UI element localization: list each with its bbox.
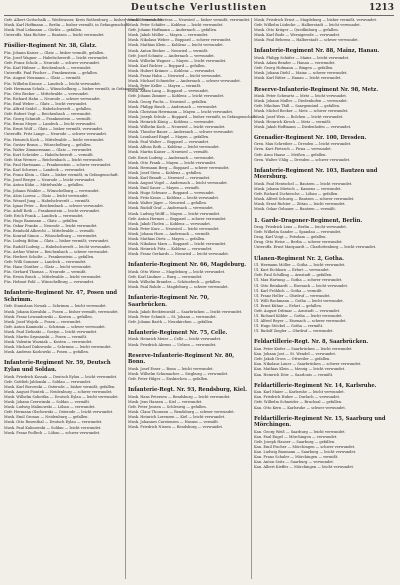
regiment-heading: Feldartillerie-Regiment Nr. 14, Karlsruhe. <box>254 382 377 389</box>
casualty-entry: Gren. Max Schreiber — Dresden — leicht verwundet. <box>254 142 352 147</box>
casualty-entry: Musk. Martin Szymanski — Posen — vermißt. <box>4 335 88 340</box>
casualty-entry: Musk. Heinrich Meier — Celle — leicht verwundet. <box>128 337 222 342</box>
casualty-entry: Musk. Heinrich König — Koblenz — verwundet. <box>128 119 215 124</box>
regiment-section <box>4 43 146 285</box>
casualty-entry: Füs. Walter Zimmermann — Glatz — verwundet. <box>4 147 93 152</box>
casualty-entry: Musk. Karl Brandt — Neuwied — verwundet. <box>128 175 211 180</box>
column-divider <box>251 18 252 579</box>
casualty-entry: Musk. Johann Czerwinski — Soldau — vermißt. <box>4 400 91 405</box>
casualty-entry: Musk. Wilhelm Koch — Neuwied — leicht verwundet. <box>128 124 226 129</box>
casualty-entry: Musk. Hans Petersen — Rendsburg — leicht verwundet. <box>128 394 231 399</box>
casualty-entry: Musk. Peter Schäfer — Koblenz — leicht verwundet. <box>128 23 224 28</box>
casualty-entry: Gefr. Johann Zimmer — Koblenz — leicht verwundet. <box>128 94 225 99</box>
casualty-entry: Füs. Gerhard Thomas — Neurode — vermißt. <box>4 270 87 274</box>
casualty-entry: Füs. Rudolf Ludwig — Habelschwerdt — leicht verwundet. <box>4 244 111 249</box>
casualty-entry: Musk. Paul Walter — Boppard — verwundet. <box>128 140 210 145</box>
casualty-entry: Füs. Gustav Braun — Wünschelburg — gefallen. <box>4 142 92 147</box>
casualty-entry: Füs. Franz Klein — Glatz — bisher vermißt, in Gefangenschaft. <box>4 173 119 178</box>
casualty-entry: Unteroffz. Ernst Marquardt — Charlottenburg — leicht verwundet. <box>254 245 377 250</box>
casualty-entry: Drag. Friedrich Lenz — Berlin — leicht verwundet. <box>254 225 347 230</box>
casualty-entry: Musk. Jakob Hoffmann — Diedenhofen — verwundet. <box>254 124 352 129</box>
casualty-entry: Musk. Adam Lang — Boppard — verwundet. <box>128 89 209 94</box>
casualty-entry: Füs. August Neumann — Glatz — vermißt. <box>4 76 82 81</box>
casualty-entry: Musk. Nikolaus Marx — Boppard — leicht verwundet. <box>128 242 227 247</box>
casualty-entry: Musk. Josef Wojcik — Posen — verwundet. <box>4 319 82 324</box>
casualty-entry: Unteroffz. Fritz Lange — Neurode — schwer verwundet. <box>4 132 108 137</box>
publication-title: Deutsche Verlustlisten <box>130 3 268 13</box>
casualty-entry: Gefr. Ernst Ludwig — Andernach — verwundet. <box>128 155 215 160</box>
casualty-entry: Kan. Anton Seitz — Saarburg — verwundet. <box>254 460 334 465</box>
casualty-entry: Gefr. Karl Lindner — Burg — verwundet. <box>128 275 203 280</box>
regiment-section <box>4 360 122 435</box>
regiment-section <box>254 256 396 335</box>
casualty-entry: Ul. Karl Fröhlich — Gotha — vermißt. <box>254 288 323 293</box>
casualty-entry: Musk. Johannes Carstensen — Husum — vermißt. <box>128 420 219 425</box>
casualty-entry: Ul. Franz Heller — Ohrdruf — verwundet. <box>254 293 331 298</box>
casualty-entry: Füs. Paul Hartmann — Frankenstein — schwer verwundet. <box>4 163 112 168</box>
casualty-entry: Unteroffz. Max Richter — Bautzen — leicht verwundet. <box>4 33 105 38</box>
casualty-entry: Gefr. Arno Haase — Meißen — gefallen. <box>254 152 327 157</box>
regiment-section <box>254 135 396 163</box>
regiment-heading: Grenadier-Regiment Nr. 100, Dresden. <box>254 134 367 141</box>
casualty-entry: Gefr. Albert Gottschalk — Weißwasser, Kreis Rothenburg — bisher vermißt, verwundet. <box>4 18 164 22</box>
casualty-entry: Musk. Johann Horn — Andernach — vermißt. <box>128 231 211 236</box>
casualty-entry: Musk. Heinrich Pütz — Koblenz — verwundet. <box>128 247 213 252</box>
casualty-entry: Kan. Paul Engel — Mörchingen — verwundet. <box>254 434 338 439</box>
casualty-entry: Musk. Otto Wiese — Magdeburg — leicht verwundet. <box>128 270 226 274</box>
casualty-entry: Kan. Georg Weiß — Saarburg — leicht verwundet. <box>254 429 346 434</box>
casualty-entry: Musk. Peter Kurz — Neuwied — leicht verwundet. <box>128 226 220 231</box>
casualty-entry: Musk. Theodor Bauer — Andernach — schwer verwundet. <box>128 130 234 135</box>
casualty-entry: Ul. Rudolf Ziegler — Ohrdruf — verwundet. <box>254 329 334 334</box>
casualty-entry: Musk. Walter Jäger — Neuwied — gefallen. <box>128 201 207 206</box>
casualty-entry: Füs. Wilhelm Krause — Landeck — leicht verwundet. <box>4 81 101 86</box>
casualty-entry: Kan. Heinrich Dörr — Saarlouis — vermißt. <box>254 372 334 377</box>
casualty-entry: Gefr. Paul Schilling — Arnstadt — gefallen. <box>254 273 333 278</box>
casualty-entry: Musk. Heinrich Mertens — Neuwied — bisher vermißt, verwundet. <box>128 18 251 22</box>
casualty-entry: Kan. Mathias Klein — Merzig — leicht verwundet. <box>254 367 346 372</box>
casualty-entry: Musk. Valentin Wozniak — Kosten — verwundet. <box>4 340 93 345</box>
regiment-section <box>254 168 396 213</box>
casualty-entry: Musk. Leonhard Engel — Mayen — gefallen. <box>128 135 210 140</box>
casualty-entry: Musk. Friedrich Ahrens — Uelzen — verwundet. <box>128 342 217 347</box>
casualty-entry: Ul. Max Hartung — Gotha — schwer verwundet. <box>254 278 343 283</box>
casualty-entry: Musk. Paul Behrens — Halberstadt — schwer verwundet. <box>254 38 359 43</box>
column-divider <box>125 18 126 579</box>
casualty-entry: Musk. Michel Becker — Metz — schwer verwundet. <box>254 109 349 114</box>
text-column-1 <box>4 18 164 581</box>
casualty-entry: Musk. Franz Podlech — Löbau — schwer verwundet. <box>4 430 101 435</box>
casualty-entry: Gefr. Erich Frank — Landeck — verwundet. <box>4 213 84 218</box>
casualty-entry: Gefr. Willi Sommer — Landeck — verwundet. <box>4 259 87 264</box>
casualty-entry: Kan. Friedrich Huber — Durlach — verwundet. <box>254 395 341 400</box>
casualty-entry: Gefr. Nikolaus Thill — Saargemünd — gefallen. <box>254 104 341 109</box>
casualty-entry: Musk. Jakob Recktenwald — Saarbrücken — leicht verwundet. <box>128 309 243 314</box>
regiment-heading: Füsilier-Regiment Nr. 38, Glatz. <box>4 43 97 50</box>
casualty-entry: Füs. Heinrich Koch — Mittelwalde — leicht verwundet. <box>4 137 105 142</box>
casualty-entry: Musk. Karl Bode — Wernigerode — verwundet. <box>254 33 341 38</box>
casualty-entry: Gefr. Joseph Hauser — Saarburg — gefallen. <box>254 439 336 444</box>
casualty-entry: Kan. Karl Maier — Karlsruhe — leicht verwundet. <box>254 390 345 395</box>
casualty-entry: Musk. Ludwig Wolff — Mayen — leicht verwundet. <box>128 211 221 216</box>
casualty-entry: Musk. Friedrich Ernst — Magdeburg — bisher vermißt, verwundet. <box>254 18 378 22</box>
casualty-entry: Musk. Michael Schneider — Andernach — schwer verwundet. <box>128 79 241 84</box>
text-column-2 <box>128 18 257 581</box>
casualty-entry: Musk. Adam Bender — Hanau — verwundet. <box>254 61 336 66</box>
casualty-entry: Unteroffz. Paul Fischer — Frankenstein — gefallen. <box>4 71 98 76</box>
casualty-entry: Kan. Ludwig Baumann — Saarburg — leicht verwundet. <box>254 450 357 455</box>
regiment-section <box>128 353 248 382</box>
casualty-entry: Gefr. Johann Hoffmann — Andernach — gefallen. <box>128 28 218 33</box>
casualty-entry: Ul. Ernst Kühne — Erfurt — gefallen. <box>254 303 322 308</box>
casualty-entry: Musk. Oskar Gebauer — Bautzen — vermißt. <box>254 207 336 212</box>
regiment-section <box>128 295 248 324</box>
casualty-entry: Musk. Otto Krüger — Quedlinburg — gefallen. <box>254 28 339 33</box>
casualty-entry: Musk. Nikolaus Weber — Boppard — schwer verwundet. <box>128 38 232 43</box>
casualty-entry: Füs. Emil Weber — Glatz — leicht verwundet. <box>4 101 88 106</box>
casualty-entry: Musk. Peter Keller — Mayen — vermißt. <box>128 84 202 89</box>
casualty-entry: Ul. Hermann Möller — Gotha — leicht verwundet. <box>254 263 346 268</box>
casualty-entry: Musk. Heinrich Kirsch — Metz — vermißt. <box>254 119 332 124</box>
regiment-section <box>128 18 257 257</box>
casualty-entry: Musk. Karl Richter — Boppard — gefallen. <box>128 63 206 68</box>
regiment-heading: Reserve-Infanterie-Regiment Nr. 98, Metz. <box>254 86 379 93</box>
casualty-entry: Gefr. Anton Kaminski — Schrimm — schwer verwundet. <box>4 324 106 329</box>
casualty-entry: Musk. Alfons Roth — Koblenz — leicht verwundet. <box>128 145 220 150</box>
casualty-entry: Musk. Heinrich Lorenzen — Kiel — leicht verwundet. <box>128 415 226 420</box>
casualty-entry: Musk. Johann Muller — Diedenhofen — verwundet. <box>254 99 348 104</box>
regiment-heading: Infanterie-Regiment Nr. 75, Celle. <box>128 329 228 336</box>
casualty-entry: Musk. Franz Lewandowski — Kosten — gefallen. <box>4 314 93 319</box>
casualty-entry: Füs. Georg Schmidt — Frankenstein — vermißt. <box>4 117 92 122</box>
regiment-heading: Infanterie-Regiment Nr. 103, Bautzen und Meersburg. <box>254 167 378 181</box>
casualty-entry: Musk. Paul Hentschel — Bautzen — leicht verwundet. <box>254 181 353 186</box>
casualty-entry: Musk. Paul Lehmann — Görlitz — gefallen. <box>4 28 83 33</box>
casualty-entry: Gefr. Robert Vogt — Reichenbach — verwundet. <box>4 112 92 117</box>
casualty-entry: Musk. Wilhelm Brandes — Schönebeck — gefallen. <box>128 280 222 285</box>
casualty-entry: Musk. Wilhelm Wagner — Mayen — leicht verwundet. <box>128 58 227 63</box>
casualty-entry: Musk. Franz Gerhards — Neuwied — leicht verwundet. <box>128 252 229 257</box>
casualty-entry: Kan. Franz Schuler — Mörchingen — vermißt. <box>254 455 339 460</box>
casualty-entry: Füs. Reinhold Albrecht — Mittelwalde — vermißt. <box>4 229 95 234</box>
casualty-entry: Gefr. Anton Hermes — Boppard — schwer verwundet. <box>128 216 227 221</box>
casualty-entry: Füs. Adolf Roth — Frankenstein — leicht verwundet. <box>4 208 101 213</box>
casualty-entry: Gefr. Hermann Olschewski — Osterode — leicht verwundet. <box>4 410 114 415</box>
casualty-entry: Füs. Karl Hübner — Reichenbach — verwundet. <box>4 66 92 71</box>
casualty-entry: Musk. Wilhelm Schumacher — Siegburg — verwundet. <box>128 371 229 376</box>
casualty-entry: Drag. Karl Voigt — Potsdam — gefallen. <box>254 235 327 240</box>
regiment-heading: Infanterie-Regiment Nr. 70, Saarbrücken. <box>128 295 210 308</box>
casualty-entry: Musk. Mathias Klein — Koblenz — leicht verwundet. <box>128 43 224 48</box>
regiment-heading: 1. Garde-Dragoner-Regiment, Berlin. <box>254 217 363 224</box>
casualty-entry: Musk. Josef Stein — Koblenz — gefallen. <box>128 170 202 175</box>
casualty-entry: Füs. Richard Hahn — Neurode — schwer verwundet. <box>4 96 101 101</box>
regiment-heading: Feldartillerie-Regt. Nr. 8, Saarbrücken. <box>254 339 369 346</box>
casualty-entry: Musk. Paul Zielinski — Gostyn — leicht verwundet. <box>4 329 98 334</box>
casualty-entry: Gren. Walter Uhlig — Dresden — schwer verwundet. <box>254 157 351 162</box>
regiment-section <box>128 330 248 348</box>
page-number: 1213 <box>368 3 394 13</box>
casualty-entry: Füs. Alfred Seidel — Habelschwerdt — gefallen. <box>4 107 92 111</box>
casualty-entry: Musk. Jakob Müller — Mayen — verwundet. <box>128 33 209 38</box>
casualty-entry: Ul. Richard Köhler — Gotha — leicht verwundet. <box>254 314 343 319</box>
casualty-entry: Gefr. Gottlieb Jablonski — Soldau — verwundet. <box>4 379 92 384</box>
regiment-section <box>254 18 396 43</box>
casualty-entry: Musk. Karl Hoffmann — Berlin — bisher vermißt, in Gefangenschaft. <box>4 23 130 28</box>
casualty-entry: Musk. August Vogel — Andernach — leicht verwundet. <box>128 181 228 185</box>
page-header <box>4 3 394 16</box>
regiment-heading: Infanterie-Regiment Nr. 88, Mainz, Hanau. <box>254 48 380 55</box>
casualty-entry: Gefr. Johann Barth — Neunkirchen — gefallen. <box>128 319 214 324</box>
casualty-entry: Kan. Peter Kiefer — Saarbrücken — leicht verwundet. <box>254 347 353 352</box>
regiment-section <box>128 262 248 290</box>
casualty-entry: Gren. Kurt Pietzsch — Pirna — verwundet. <box>254 147 332 152</box>
casualty-entry: Gefr. Jakob Gross — Ottweiler — gefallen. <box>254 357 331 362</box>
casualty-entry: Gefr. August Dittmar — Arnstadt — verwundet. <box>254 309 341 313</box>
casualty-entry: Musk. Ernst Richter — Zittau — leicht verwundet. <box>254 202 346 207</box>
casualty-entry: Musk. Joseph Schulz — Boppard — bisher vermißt, in Gefangenschaft. <box>128 114 257 119</box>
casualty-entry: Musk. Philipp Schäfer — Mainz — leicht verwundet. <box>254 56 350 61</box>
casualty-entry: Kan. Emil Fischer — Mörchingen — schwer verwundet. <box>254 445 356 450</box>
casualty-entry: Gefr. Josef Schmitz — Andernach — verwundet. <box>128 53 215 58</box>
text-column-3 <box>254 18 396 581</box>
casualty-entry: Musk. Friedrich Nissen — Rendsburg — verwundet. <box>128 425 224 430</box>
casualty-entry: Füs. Ludwig Böhm — Glatz — bisher vermißt, verwundet. <box>4 239 110 244</box>
casualty-entry: Musk. Hermann Berg — Boppard — schwer verwundet. <box>128 165 230 170</box>
casualty-entry: Gefr. Wilhelm Schneider — Bruchsal — gefallen. <box>254 400 343 405</box>
regiment-section <box>254 87 396 130</box>
casualty-entry: Gefr. Wilhelm Lüdecke — Halberstadt — leicht verwundet. <box>254 23 361 28</box>
casualty-entry: Füs. Hugo Baumann — Glatz — gefallen. <box>4 219 79 224</box>
casualty-entry: Ul. Alfred Beyer — Eisenach — schwer verwundet. <box>254 319 347 324</box>
casualty-entry: Musk. Otto Frank — Mayen — leicht verwundet. <box>128 160 217 165</box>
casualty-entry: Füs. Johann Winkler — Wünschelburg — verwundet. <box>4 188 100 193</box>
casualty-entry: Kan. Otto Kern — Karlsruhe — schwer verwundet. <box>254 405 346 410</box>
casualty-entry: Füs. Hans Günther — Glatz — leicht verwundet. <box>4 264 92 269</box>
casualty-entry: Füs. Erwin Busch — Mittelwalde — leicht verwundet. <box>4 275 102 280</box>
casualty-entry: Kan. Albert Kieffer — Mörchingen — leicht verwundet. <box>254 465 355 470</box>
casualty-entry: Musk. Paul Kalinowski — Soldau — leicht verwundet. <box>4 425 102 430</box>
regiment-section <box>254 218 396 251</box>
casualty-entry: Füs. Wenzel Jung — Habelschwerdt — vermißt. <box>4 198 91 203</box>
casualty-entry: Musk. Christian Herrmann — Mayen — leicht verwundet. <box>128 109 234 114</box>
casualty-entry: Ul. Willi Bachmann — Gotha — leicht verwundet. <box>254 298 344 303</box>
casualty-entry: Musk. Karl Borowski — Osterode — bisher vermißt, gefallen. <box>4 384 116 389</box>
casualty-entry: Füs. Karl Schwarz — Landeck — verwundet. <box>4 168 86 173</box>
casualty-entry: Füs. Kurt Schröder — Habelschwerdt — vermißt. <box>4 152 94 157</box>
casualty-entry: Musk. Franz Hahn — Neuwied — leicht verwundet. <box>128 74 222 79</box>
casualty-entry: Gefr. Max Werner — Reichenbach — leicht verwundet. <box>4 157 104 162</box>
casualty-entry: Musk. Ludwig Malinowski — Löbau — verwundet. <box>4 405 96 410</box>
casualty-entry: Kan. Nikolaus Lauer — Saarbrücken — schwer verwundet. <box>254 362 362 367</box>
casualty-entry: Musk. Emil Gronau — Neidenburg — gefallen. <box>4 415 89 420</box>
casualty-entry: Musk. Friedrich Kossak — Deutsch Eylau — leicht verwundet. <box>4 374 118 379</box>
casualty-entry: Musk. Karl Ritter — Hanau — leicht verwundet. <box>254 76 342 81</box>
regiment-section <box>4 18 164 38</box>
casualty-entry: Musk. Anton Becker — Neuwied — vermißt. <box>128 48 209 53</box>
casualty-entry: Gefr. Stanislaus Nowak — Schrimm — leicht verwundet. <box>4 304 107 309</box>
regiment-section <box>128 387 248 430</box>
casualty-entry: Musk. Georg Fuchs — Neuwied — gefallen. <box>128 99 208 104</box>
regiment-heading: Infanterie-Regiment Nr. 66, Magdeburg. <box>128 262 247 269</box>
casualty-entry: Musk. Michael Dabrowski — Schrimm — leicht verwundet. <box>4 345 112 350</box>
casualty-entry: Musk. Johann Diehl — Mainz — schwer verwundet. <box>254 71 348 76</box>
casualty-entry: Füs. Anton Kühn — Mittelwalde — gefallen. <box>4 183 84 188</box>
casualty-entry: Musk. Jens Hansen — Kiel — verwundet. <box>128 399 203 404</box>
casualty-entry: Füs. Johann Kaiser — Glatz — bisher vermißt, gefallen. <box>4 50 105 55</box>
casualty-entry: Musk. Wilhelm Sobottka — Deutsch Eylau — leicht verwundet. <box>4 394 119 399</box>
casualty-entry: Musk. Peter Schwartz — Metz — leicht verwundet. <box>254 94 348 99</box>
casualty-entry: Gefr. Georg Hofmann — Bingen — gefallen. <box>254 66 334 71</box>
casualty-entry: Füs. Helmut Pohl — Wünschelburg — verwundet. <box>4 280 95 285</box>
casualty-entry: Gefr. Peter Jensen — Schleswig — gefallen. <box>128 404 207 409</box>
casualty-entry: Drag. Otto Heise — Berlin — schwer verwundet. <box>254 240 343 245</box>
casualty-entry: Gefr. Wilhelm Sander — Spandau — verwundet. <box>254 230 342 235</box>
casualty-entry: Füs. Ignaz Peter — Reichenbach — schwer verwundet. <box>4 203 104 208</box>
casualty-entry: Musk. Jakob Thelen — Koblenz — verwundet. <box>128 221 211 226</box>
casualty-entry: Musk. Rudolf Graf — Andernach — verwundet. <box>128 206 214 211</box>
casualty-entry: Musk. Josef Esser — Bonn — leicht verwundet. <box>128 366 214 371</box>
casualty-entry: Musk. Mathias Dietz — Mayen — gefallen. <box>128 237 206 242</box>
casualty-entry: Musk. Martin Kaiser — Neuwied — vermißt. <box>128 150 209 155</box>
regiment-heading: Infanterie-Regiment Nr. 47, Posen und Schrimm. <box>4 290 118 303</box>
casualty-entry: Musk. Johann Mietsch — Kamenz — verwundet. <box>254 187 342 192</box>
casualty-entry: Musk. Otto Rosenthal — Deutsch Eylau — verwundet. <box>4 420 103 425</box>
casualty-entry: Füs. Josef Wagner — Habelschwerdt — leicht verwundet. <box>4 56 109 61</box>
regiment-section <box>254 383 396 411</box>
casualty-entry: Füs. Otto Becker — Mittelwalde — verwundet. <box>4 91 90 96</box>
casualty-entry: Musk. Johann Kowalski — Posen — bisher vermißt, verwundet. <box>4 309 119 314</box>
casualty-entry: Musk. Andreas Kozlowski — Posen — gefallen. <box>4 350 89 355</box>
casualty-entry: Musk. Josef Weis — Bolchen — leicht verwundet. <box>254 114 344 119</box>
casualty-entry: Gefr. Peter Hilger — Euskirchen — gefallen. <box>128 377 209 381</box>
casualty-entry: Ul. Kurt Eichhorn — Erfurt — verwundet. <box>254 268 330 273</box>
casualty-entry: Musk. August Piontek — Neidenburg — schwer verwundet. <box>4 389 113 394</box>
regiment-section <box>254 48 396 81</box>
casualty-entry: Musk. Fritz Kraus — Koblenz — leicht verwundet. <box>128 196 220 201</box>
casualty-entry: Füs. Arthur Winter — Reichenbach — schwer verwundet. <box>4 249 109 254</box>
casualty-entry: Füs. Josef Berger — Neurode — leicht verwundet. <box>4 178 96 183</box>
regiment-heading: Infanterie-Regiment Nr. 59, Deutsch Eylau und Soldau. <box>4 360 111 373</box>
regiment-section <box>4 290 122 355</box>
casualty-entry: Musk. Hubert Krämer — Koblenz — verwundet. <box>128 68 216 73</box>
casualty-entry: Gefr. Richard Zschiesche — Löbau — gefallen. <box>254 192 339 197</box>
casualty-entry: Musk. Alfred Schurig — Bautzen — schwer verwundet. <box>254 197 355 202</box>
casualty-entry: Musk. Claus Thomsen — Rendsburg — schwer verwundet. <box>128 409 235 414</box>
regiment-heading: Reserve-Infanterie-Regiment Nr. 80, Bonn. <box>128 352 235 366</box>
casualty-entry: Füs. Herbert Schulte — Frankenstein — gefallen. <box>4 254 95 259</box>
regiment-heading: Ulanen-Regiment Nr. 2, Gotha. <box>254 255 344 262</box>
casualty-entry: Gefr. Hermann Schulz — Wünschelburg — bisher vermißt, in Gefangenschaft. <box>4 86 146 91</box>
casualty-entry: Musk. Peter Schmitt — St. Johann — verwundet. <box>128 314 217 319</box>
casualty-entry: Kan. Johann Jost — St. Wendel — verwundet. <box>254 352 337 357</box>
casualty-entry: Musk. Hugo Schwarz — Boppard — verwundet. <box>128 191 215 196</box>
casualty-entry: Musk. Emil Sauer — Mayen — vermißt. <box>128 186 201 191</box>
casualty-entry: Füs. Bruno Meyer — Landeck — leicht verwundet. <box>4 122 97 127</box>
casualty-entry: Füs. Konrad Simon — Wünschelburg — verwundet. <box>4 234 98 239</box>
regiment-heading: Infanterie-Regt. Nr. 93, Rendsburg, Kiel. <box>128 387 247 394</box>
regiment-section <box>254 339 396 377</box>
casualty-entry: Ul. Otto Reinhardt — Eisenach — leicht verwundet. <box>254 283 349 288</box>
casualty-entry: Füs. Oskar Franke — Neurode — leicht verwundet. <box>4 224 98 229</box>
regiment-section <box>254 416 396 471</box>
casualty-entry: Musk. Paul Rohde — Magdeburg — schwer verwundet. <box>128 285 229 290</box>
casualty-entry: Füs. Ernst Wolf — Glatz — bisher vermißt, verwundet. <box>4 127 104 132</box>
casualty-entry: Musk. Philipp Busch — Andernach — verwundet. <box>128 104 218 109</box>
casualty-entry: Ul. Hugo Stöckel — Gotha — vermißt. <box>254 324 324 329</box>
casualty-entry: Füs. Alois Lorenz — Glatz — leicht verwundet. <box>4 193 89 198</box>
regiment-heading: Feldartillerie-Regiment Nr. 15, Saarburg und Mörchingen. <box>254 415 386 429</box>
casualty-entry: Gefr. Franz Scholz — Neurode — schwer verwundet. <box>4 61 101 66</box>
